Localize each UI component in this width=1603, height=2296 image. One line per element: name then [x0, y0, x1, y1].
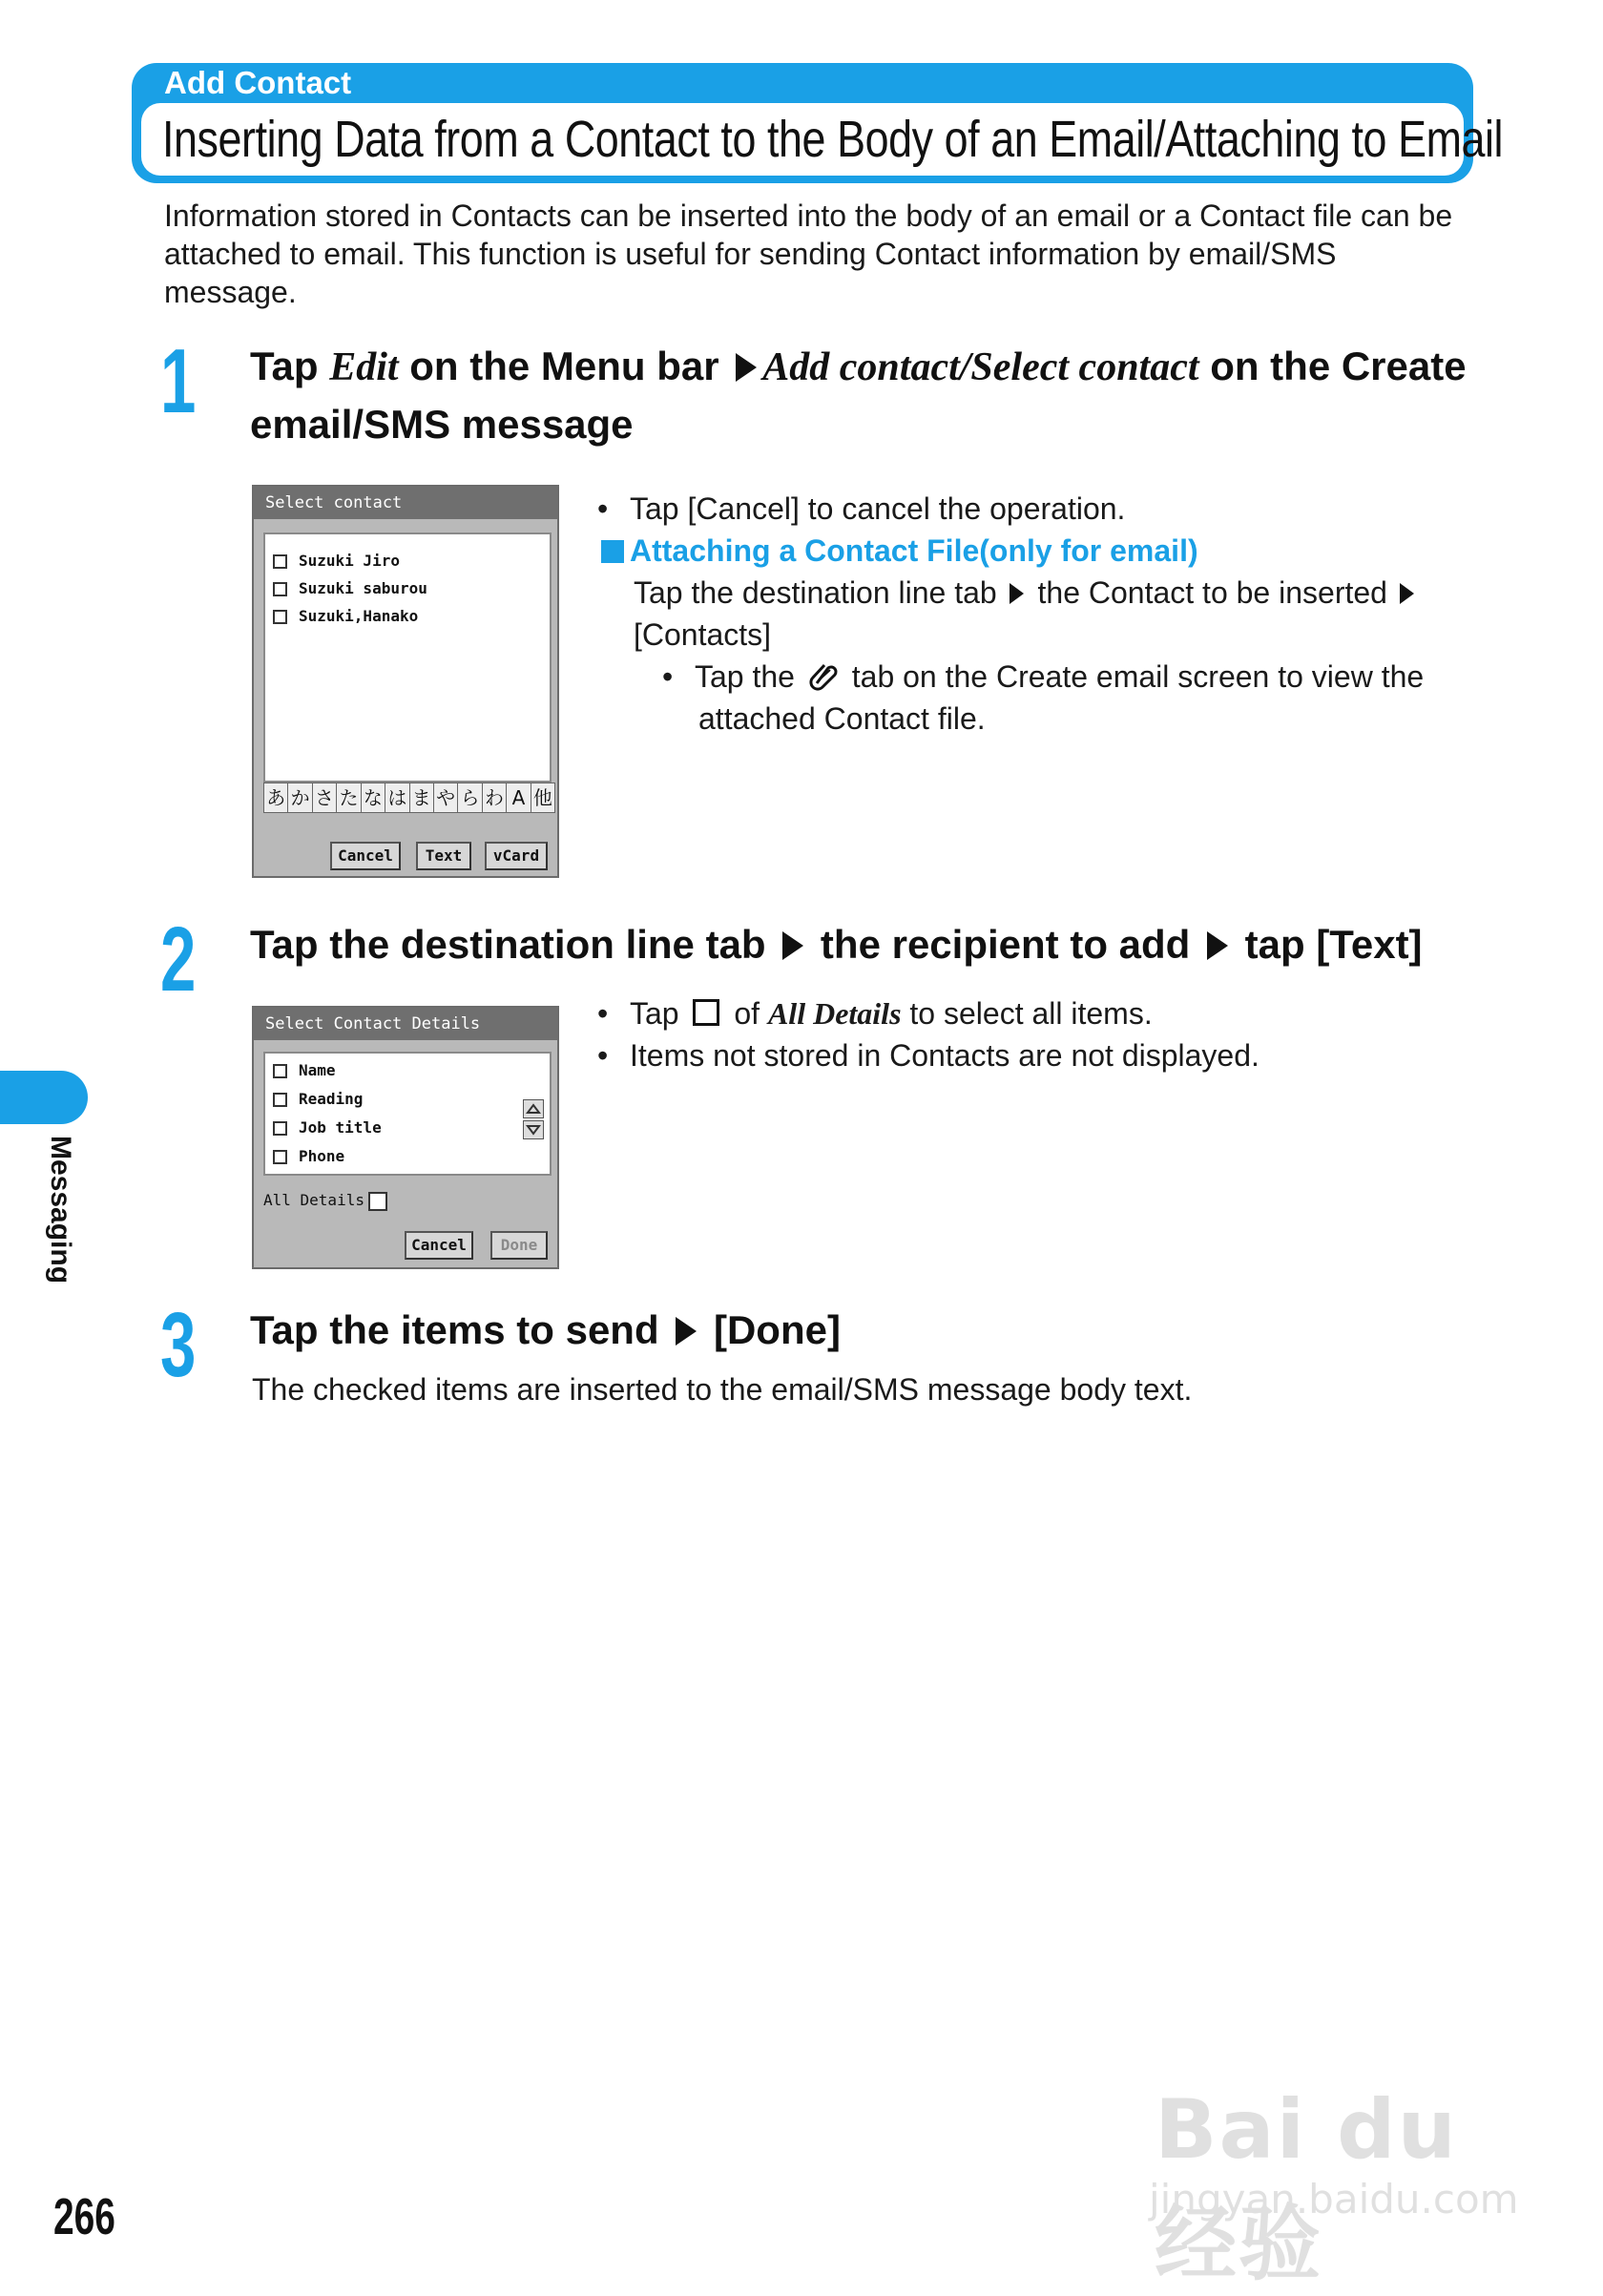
contact-row[interactable]: Suzuki saburou	[273, 579, 427, 597]
square-bullet-icon	[601, 540, 624, 563]
subsection-note-cont: attached Contact file.	[698, 701, 986, 736]
kana-tab[interactable]: さ	[313, 783, 337, 812]
page-number: 266	[53, 2188, 115, 2245]
kana-tab[interactable]: 他	[532, 786, 552, 809]
paperclip-icon	[809, 659, 838, 701]
detail-row[interactable]: Phone	[273, 1147, 344, 1165]
arrow-icon	[782, 931, 803, 960]
arrow-icon	[1400, 583, 1414, 604]
kana-tab[interactable]: は	[385, 783, 409, 812]
step-2-note: • Items not stored in Contacts are not displayed.	[597, 1038, 1260, 1073]
subsection-text: Tap the destination line tab the Contact to be inserted	[634, 572, 1420, 614]
kana-tab[interactable]: A	[507, 783, 531, 812]
checkbox[interactable]	[273, 1064, 287, 1078]
watermark-logo: Bai du 经验	[1155, 2082, 1458, 2292]
arrow-icon	[1207, 931, 1228, 960]
baidu-watermark	[1143, 2050, 1525, 2292]
checkbox[interactable]	[273, 582, 287, 596]
checkbox[interactable]	[273, 554, 287, 569]
page-title: Inserting Data from a Contact to the Body of an Email/Attaching to Email	[162, 111, 1504, 168]
screen-title: Select contact	[254, 487, 557, 519]
step-1-heading: Tap Edit on the Menu bar Add contact/Select contact on the Create email/SMS message	[250, 344, 1467, 447]
checkbox[interactable]	[273, 1121, 287, 1136]
checkbox-icon	[693, 999, 719, 1026]
step-2-note: • Tap of All Details to select all items.	[597, 996, 1153, 1031]
step-2-heading: Tap the destination line tab the recipient to add tap [Text]	[250, 922, 1423, 967]
kana-tab[interactable]: た	[337, 783, 361, 812]
kana-tab[interactable]: ら	[458, 783, 482, 812]
watermark-url: jingyan.baidu.com	[1149, 2176, 1519, 2223]
step-1-note: • Tap [Cancel] to cancel the operation.	[597, 491, 1126, 526]
subsection-text: [Contacts]	[634, 617, 772, 652]
step-3-number: 3	[160, 1294, 197, 1396]
checkbox[interactable]	[273, 1150, 287, 1164]
details-list	[263, 1052, 552, 1176]
vcard-button[interactable]: vCard	[485, 842, 548, 870]
subsection-heading: Attaching a Contact File(only for email)	[601, 530, 1198, 572]
contact-row[interactable]: Suzuki,Hanako	[273, 607, 418, 625]
step-1-number: 1	[160, 330, 197, 432]
step-3-heading: Tap the items to send [Done]	[250, 1307, 841, 1352]
scroll-up-icon[interactable]	[523, 1099, 544, 1118]
all-details-toggle[interactable]: All Details	[263, 1191, 399, 1211]
checkbox[interactable]	[273, 610, 287, 624]
contact-list	[263, 532, 552, 783]
arrow-icon	[736, 353, 757, 382]
step-3-body: The checked items are inserted to the email/SMS message body text.	[252, 1372, 1193, 1407]
detail-row[interactable]: Job title	[273, 1118, 382, 1137]
kana-tab[interactable]: な	[362, 783, 385, 812]
cancel-button[interactable]: Cancel	[405, 1231, 473, 1260]
intro-paragraph: Information stored in Contacts can be inserted into the body of an email or a Contact file can be attached to email. This function is useful for sending Contact information by email/SMS message.	[164, 198, 1453, 309]
section-label: Add Contact	[164, 65, 352, 100]
detail-row[interactable]: Name	[273, 1061, 336, 1079]
select-contact-details-screen	[252, 1006, 559, 1269]
kana-tab[interactable]: あ	[264, 783, 288, 812]
chapter-tab	[0, 1071, 88, 1124]
kana-tab[interactable]: や	[434, 783, 458, 812]
checkbox[interactable]	[368, 1192, 387, 1211]
screen-title: Select Contact Details	[254, 1008, 557, 1040]
arrow-icon	[676, 1317, 697, 1346]
kana-tab[interactable]: わ	[483, 783, 507, 812]
step-2-number: 2	[160, 908, 197, 1011]
kana-tab[interactable]: か	[288, 783, 312, 812]
arrow-icon	[1010, 583, 1024, 604]
done-button[interactable]: Done	[490, 1231, 548, 1260]
select-contact-screen	[252, 485, 559, 878]
kana-tab[interactable]: ま	[410, 783, 434, 812]
text-button[interactable]: Text	[416, 842, 471, 870]
chapter-label: Messaging	[45, 1136, 76, 1284]
kana-index-bar[interactable]	[263, 783, 555, 813]
scroll-down-icon[interactable]	[523, 1120, 544, 1139]
cancel-button[interactable]: Cancel	[330, 842, 401, 870]
contact-row[interactable]: Suzuki Jiro	[273, 552, 400, 570]
subsection-note: • Tap the tab on the Create email screen to view the	[662, 656, 1424, 701]
detail-row[interactable]: Reading	[273, 1090, 363, 1108]
checkbox[interactable]	[273, 1093, 287, 1107]
